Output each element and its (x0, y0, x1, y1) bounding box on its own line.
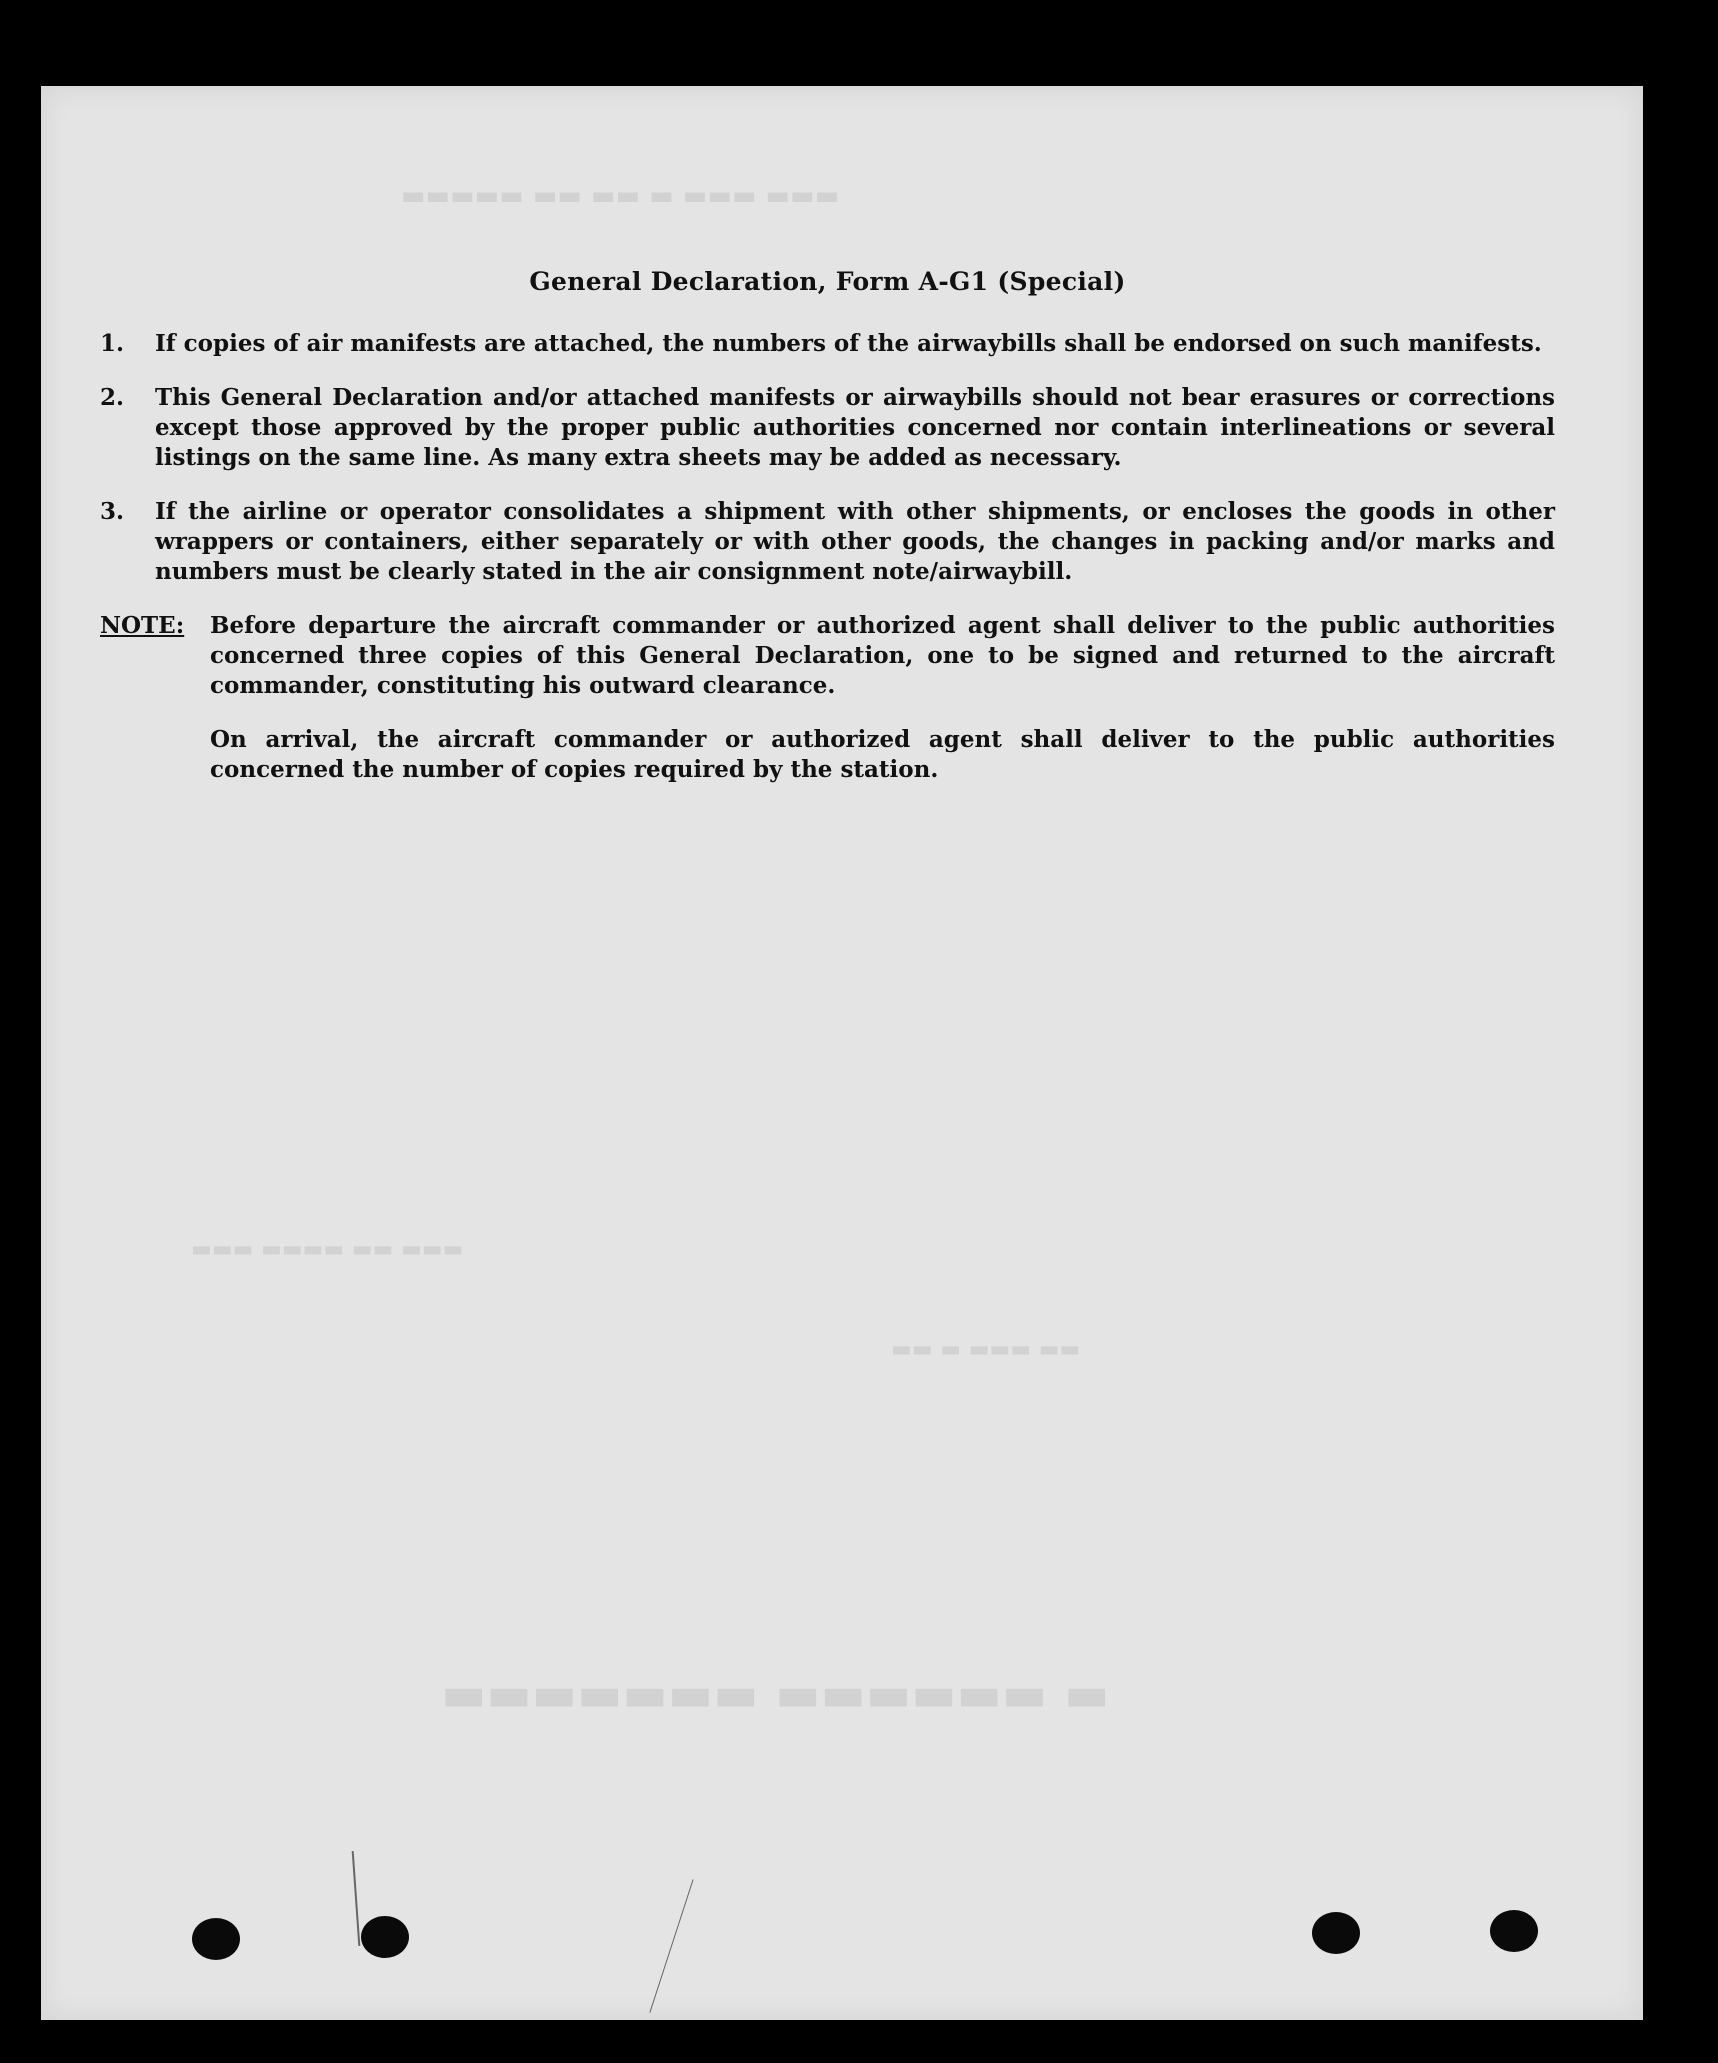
note-label: NOTE: (100, 612, 185, 639)
punch-hole (1312, 1912, 1360, 1954)
show-through-mark: ▬▬▬ ▬▬▬ ▬ ▬▬ ▬▬ ▬▬▬▬▬ (401, 181, 840, 211)
note-paragraph-departure: Before departure the aircraft commander or authorized agent shall deliver to the public authorities concerned three copies of this General Declaration, one to be signed and returned to the aircraft commander, constituting his outward clearance. (210, 612, 1555, 699)
show-through-mark: ▬ ▬▬▬▬▬▬ ▬▬▬▬▬▬▬ (441, 1666, 1110, 1722)
instruction-item-1 (100, 329, 1555, 359)
declaration-instructions (100, 175, 1555, 809)
pen-stroke (649, 1879, 693, 2012)
instruction-item-2 (100, 383, 1555, 473)
note-paragraph-arrival: On arrival, the aircraft commander or authorized agent shall deliver to the public authorities concerned the number of copies required by the station. (210, 726, 1555, 783)
item-text: If copies of air manifests are attached, the numbers of the airwaybills shall be endorsed on such manifests. (155, 330, 1542, 357)
punch-hole (361, 1916, 409, 1958)
show-through-mark: ▬▬ ▬▬▬ ▬ ▬▬ (891, 1336, 1081, 1362)
pen-stroke (352, 1851, 361, 1946)
item-text: This General Declaration and/or attached manifests or airwaybills should not bear erasures or corrections except those approved by the proper public authorities concerned nor contain interlineations or several listings on the same line. As many extra sheets may be added as necessary. (155, 384, 1555, 471)
item-number: 3. (100, 498, 125, 525)
punch-hole (1490, 1910, 1538, 1952)
item-number: 1. (100, 330, 125, 357)
item-number: 2. (100, 384, 125, 411)
show-through-mark: ▬▬▬ ▬▬ ▬▬▬▬ ▬▬▬ (191, 1236, 464, 1262)
item-text: If the airline or operator consolidates a shipment with other shipments, or encloses the goods in other wrappers or containers, either separately or with other goods, the changes in packing and/or marks and numbers must be clearly stated in the air consignment note/airwaybill. (155, 498, 1555, 585)
note-body (210, 611, 1555, 809)
document-title: General Declaration, Form A-G1 (Special) (529, 267, 1126, 296)
punch-hole (192, 1918, 240, 1960)
note-section (100, 611, 1555, 809)
instruction-item-3 (100, 497, 1555, 587)
